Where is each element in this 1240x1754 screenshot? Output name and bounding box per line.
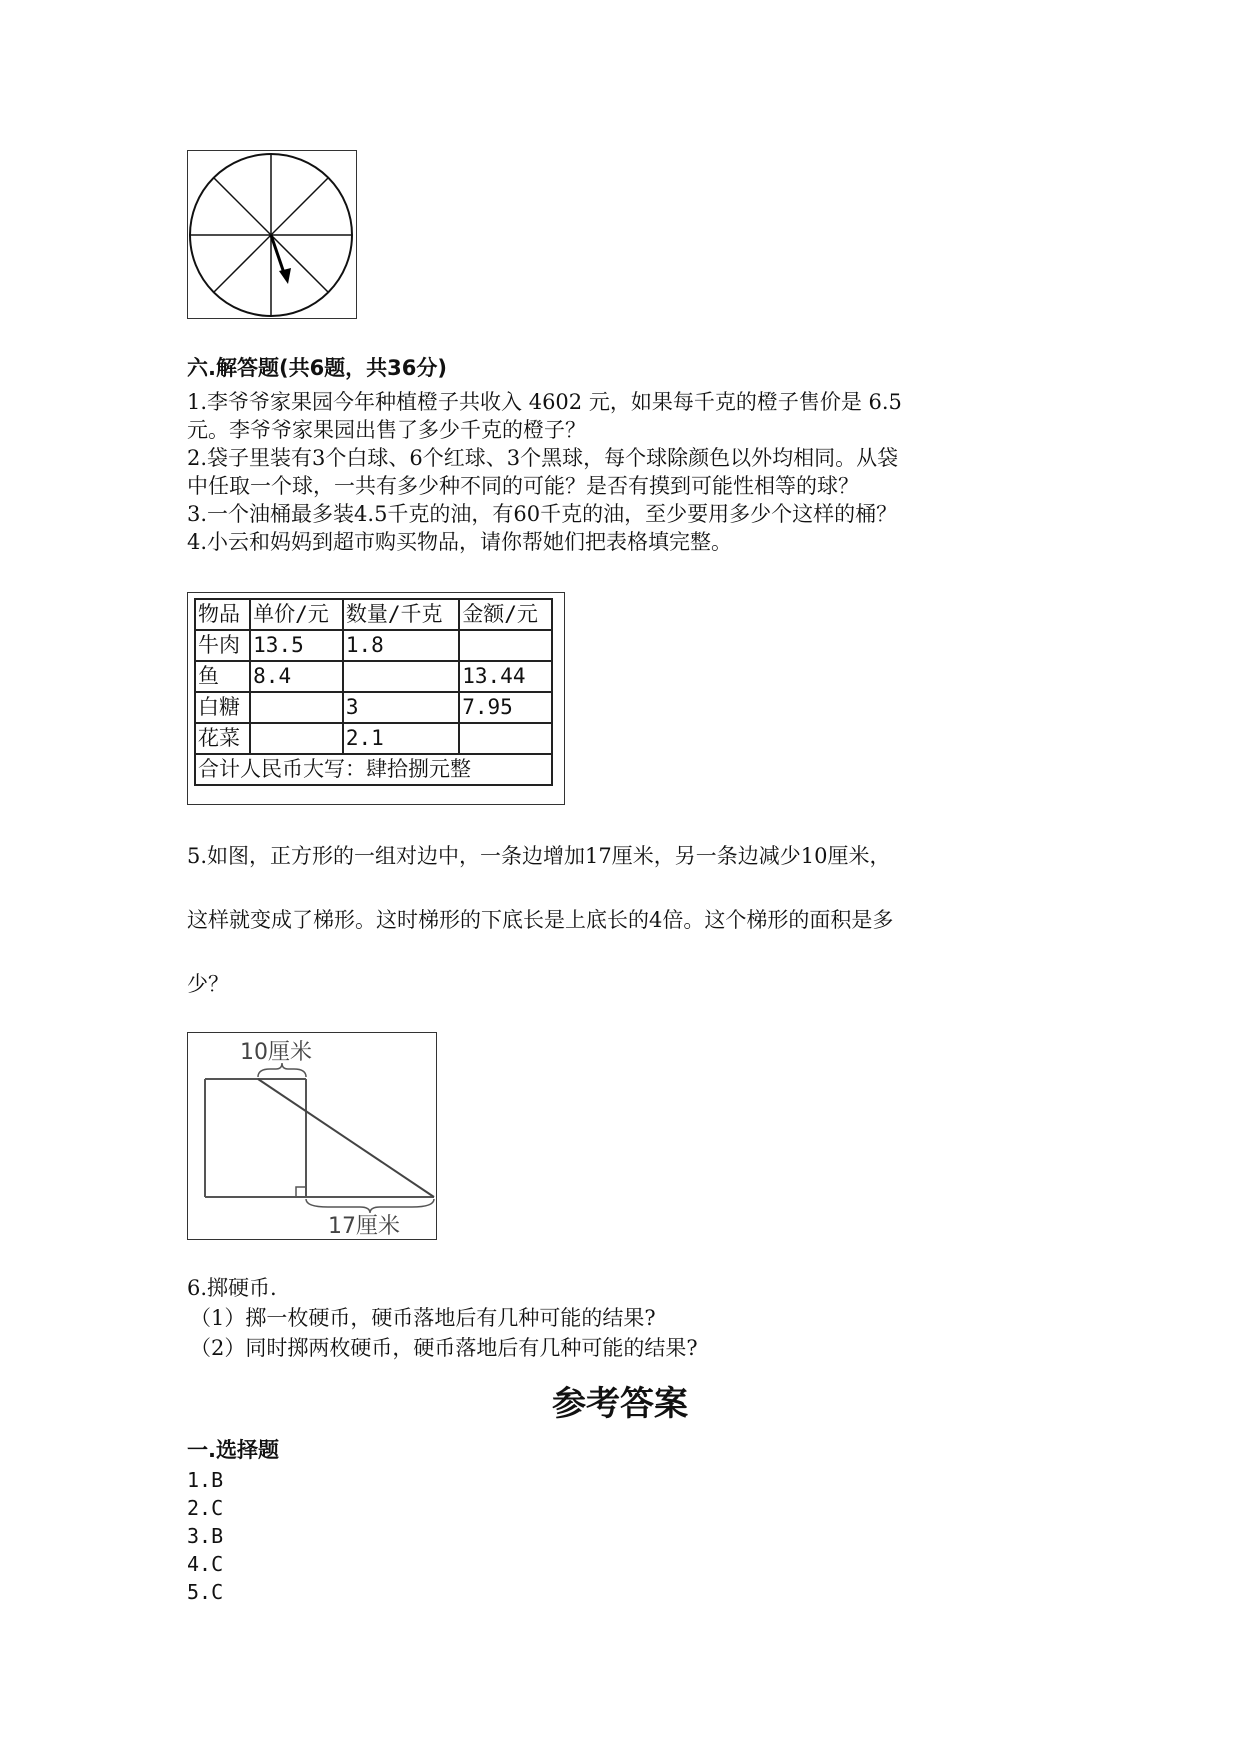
question-2-line1: 2.袋子里装有3个白球、6个红球、3个黑球，每个球除颜色以外均相同。从袋	[187, 446, 899, 470]
section-heading: 六.解答题(共6题，共36分)	[187, 356, 448, 380]
answers-section-heading: 一.选择题	[187, 1438, 279, 1462]
table-cell: 3	[343, 692, 459, 723]
answer-item: 2.C	[187, 1496, 224, 1520]
table-cell: 牛肉	[195, 630, 250, 661]
table-cell	[459, 630, 552, 661]
table-row	[195, 723, 552, 754]
table-header-row	[195, 599, 552, 630]
table-total-row	[195, 754, 552, 785]
header-cell: 单价/元	[250, 599, 343, 630]
question-3: 3.一个油桶最多装4.5千克的油，有60千克的油，至少要用多少个这样的桶？	[187, 502, 898, 526]
answers-title: 参考答案	[552, 1384, 688, 1424]
table-cell: 1.8	[343, 630, 459, 661]
question-2-line2: 中任取一个球，一共有多少种不同的可能？是否有摸到可能性相等的球？	[187, 474, 859, 498]
header-cell: 金额/元	[459, 599, 552, 630]
question-5-line3: 少？	[187, 972, 229, 996]
question-6-title: 6.掷硬币.	[187, 1276, 277, 1300]
table-total-cell: 合计人民币大写：肆拾捌元整	[195, 754, 552, 785]
spinner-wheel-icon	[188, 151, 356, 318]
table-row	[195, 630, 552, 661]
question-4: 4.小云和妈妈到超市购买物品，请你帮她们把表格填完整。	[187, 530, 733, 554]
header-cell: 物品	[195, 599, 250, 630]
trapezoid-diagram-icon	[188, 1033, 436, 1239]
question-5-line2: 这样就变成了梯形。这时梯形的下底长是上底长的4倍。这个梯形的面积是多	[187, 908, 894, 932]
top-length-label: 10厘米	[240, 1040, 312, 1065]
table-cell	[343, 661, 459, 692]
table-row	[195, 661, 552, 692]
table-cell: 13.44	[459, 661, 552, 692]
answer-item: 1.B	[187, 1468, 224, 1492]
table-cell	[250, 723, 343, 754]
table-cell: 花菜	[195, 723, 250, 754]
spinner-figure	[187, 150, 357, 319]
answer-item: 5.C	[187, 1580, 224, 1604]
header-cell: 数量/千克	[343, 599, 459, 630]
answer-item: 3.B	[187, 1524, 224, 1548]
goods-table	[194, 598, 553, 786]
question-1-line1: 1.李爷爷家果园今年种植橙子共收入 4602 元，如果每千克的橙子售价是 6.5	[187, 390, 902, 414]
table-cell: 8.4	[250, 661, 343, 692]
bottom-length-label: 17厘米	[328, 1214, 400, 1239]
table-cell: 13.5	[250, 630, 343, 661]
table-cell: 白糖	[195, 692, 250, 723]
table-cell: 2.1	[343, 723, 459, 754]
question-6-part2: （2）同时掷两枚硬币，硬币落地后有几种可能的结果?	[190, 1336, 698, 1360]
question-6-part1: （1）掷一枚硬币，硬币落地后有几种可能的结果?	[190, 1306, 656, 1330]
question-1-line2: 元。李爷爷家果园出售了多少千克的橙子？	[187, 418, 586, 442]
table-cell	[250, 692, 343, 723]
trapezoid-figure	[187, 1032, 437, 1240]
table-cell: 7.95	[459, 692, 552, 723]
goods-table-frame	[187, 592, 565, 805]
answer-item: 4.C	[187, 1552, 224, 1576]
table-cell	[459, 723, 552, 754]
question-5-line1: 5.如图，正方形的一组对边中，一条边增加17厘米，另一条边减少10厘米，	[187, 844, 891, 868]
table-row	[195, 692, 552, 723]
table-cell: 鱼	[195, 661, 250, 692]
